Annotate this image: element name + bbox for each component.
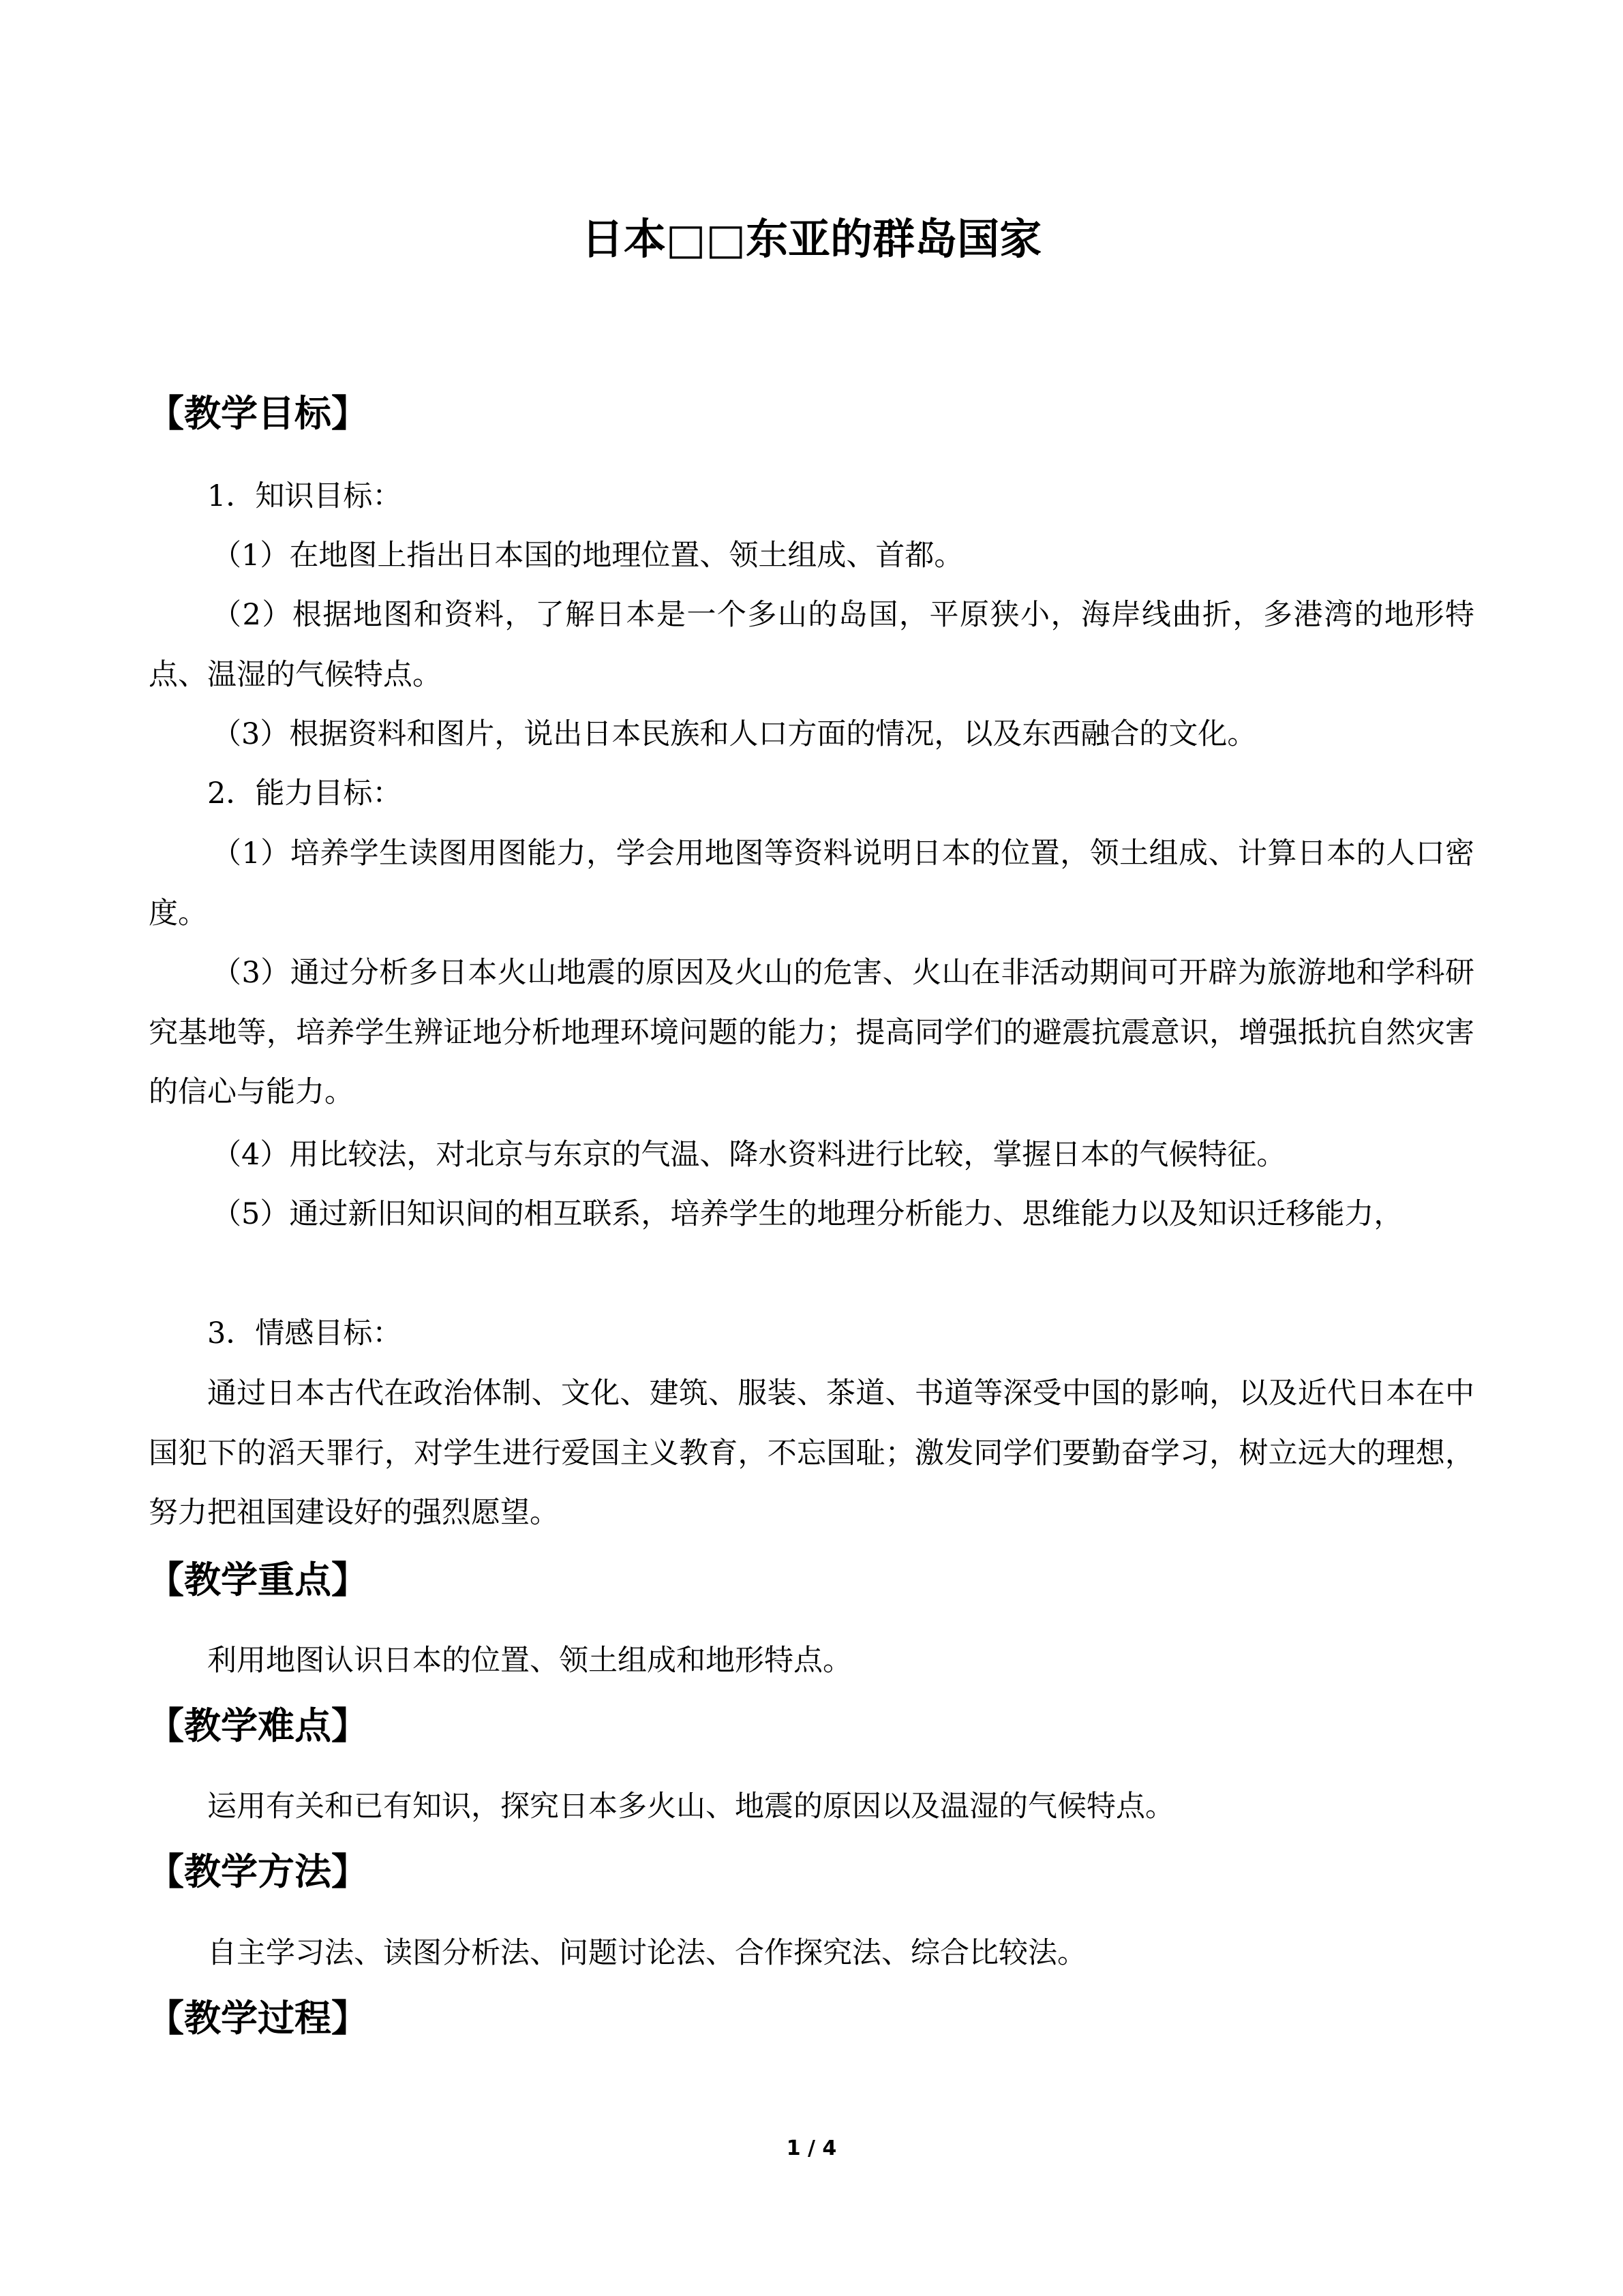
ability-objective-4: （4）用比较法，对北京与东京的气温、降水资料进行比较，掌握日本的气候特征。 bbox=[212, 1138, 1286, 1172]
heading-difficulties: 【教学难点】 bbox=[147, 1704, 368, 1747]
heading-methods: 【教学方法】 bbox=[147, 1850, 368, 1893]
ability-objective-5: （5）通过新旧知识间的相互联系，培养学生的地理分析能力、思维能力以及知识迁移能力， bbox=[212, 1197, 1404, 1231]
document-title: 日本□□东亚的群岛国家 bbox=[581, 214, 1042, 264]
page-indicator: 1 / 4 bbox=[786, 2136, 837, 2160]
knowledge-objective-3: （3）根据资料和图片，说出日本民族和人口方面的情况，以及东西融合的文化。 bbox=[212, 717, 1257, 751]
knowledge-objectives-label: 1．知识目标： bbox=[207, 479, 402, 513]
emotion-objective-text: 通过日本古代在政治体制、文化、建筑、服装、茶道、书道等深受中国的影响，以及近代日本在中国犯下的滔天罪行，对学生进行爱国主义教育，不忘国耻；激发同学们要勤奋学习，树立远大的理想，努力把祖国建设好的强烈愿望。 bbox=[149, 1376, 1474, 1530]
ability-objective-3: （3）通过分析多日本火山地震的原因及火山的危害、火山在非活动期间可开辟为旅游地和学科研究基地等，培养学生辨证地分析地理环境问题的能力；提高同学们的避震抗震意识，增强抵抗自然灾害的信心与能力。 bbox=[149, 956, 1474, 1109]
knowledge-objective-1: （1）在地图上指出日本国的地理位置、领土组成、首都。 bbox=[212, 539, 964, 573]
heading-process: 【教学过程】 bbox=[147, 1997, 368, 2040]
methods-text: 自主学习法、读图分析法、问题讨论法、合作探究法、综合比较法。 bbox=[207, 1936, 1087, 1970]
knowledge-objective-2: （2）根据地图和资料，了解日本是一个多山的岛国，平原狭小，海岸线曲折，多港湾的地形特点、温湿的气候特点。 bbox=[149, 598, 1474, 692]
key-points-text: 利用地图认识日本的位置、领土组成和地形特点。 bbox=[207, 1644, 852, 1678]
ability-objective-1: （1）培养学生读图用图能力，学会用地图等资料说明日本的位置，领土组成、计算日本的人口密度。 bbox=[149, 836, 1474, 931]
emotion-objectives-label: 3．情感目标： bbox=[207, 1316, 402, 1350]
heading-key-points: 【教学重点】 bbox=[147, 1558, 368, 1601]
ability-objectives-label: 2．能力目标： bbox=[207, 776, 402, 811]
difficulties-text: 运用有关和已有知识，探究日本多火山、地震的原因以及温湿的气候特点。 bbox=[207, 1789, 1174, 1824]
heading-objectives: 【教学目标】 bbox=[147, 392, 368, 435]
